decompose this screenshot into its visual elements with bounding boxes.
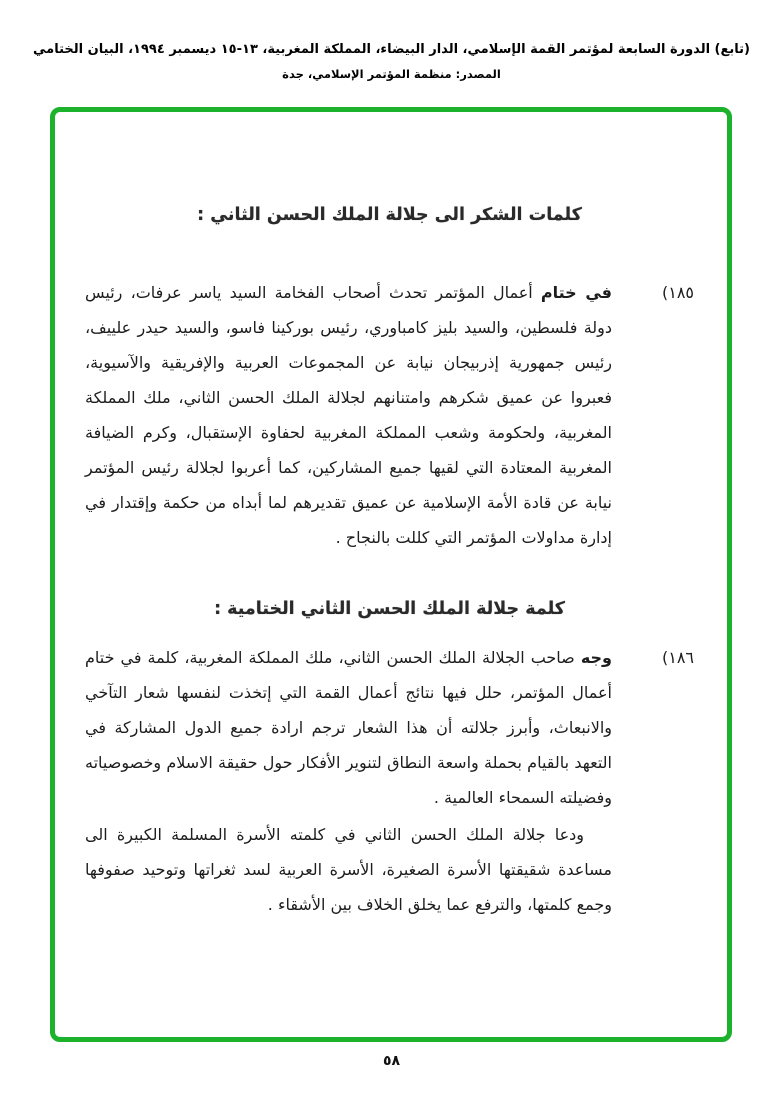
page-header xyxy=(0,40,783,82)
paragraph-185 xyxy=(85,275,700,555)
paragraph-186-continuation: ودعا جلالة الملك الحسن الثاني في كلمته الأسرة المسلمة الكبيرة الى مساعدة شقيقتها الأسرة الصغيرة، الأسرة العربية لسد ثغراتها وتوحيد صفوفها وجمع كلمتها، والترفع عما يخلق الخلاف بين الأشقاء . xyxy=(85,825,612,914)
paragraph-185-text: أعمال المؤتمر تحدث أصحاب الفخامة السيد ياسر عرفات، رئيس دولة فلسطين، والسيد بليز كامباوري، رئيس بوركينا فاسو، والسيد حيدر علييف، رئيس جمهورية إذربيجان نيابة عن المجموعات العربية والإفريقية والآسيوية، فعبروا عن عميق شكرهم وامتنانهم لجلالة الملك الحسن الثاني، ملك المملكة المغربية، ولحكومة وشعب المملكة المغربية لحفاوة الإستقبال، وكرم الضيافة المغربية المعتادة التي لقيها جميع المشاركين، كما أعربوا لجلالة رئيس المؤتمر نيابة عن قادة الأمة الإسلامية عن عميق تقديرهم لما أبداه من حكمة وإقتدار في إدارة مداولات المؤتمر التي كللت بالنجاح . xyxy=(85,283,612,547)
header-source: المصدر: منظمة المؤتمر الإسلامي، جدة xyxy=(282,67,501,81)
paragraph-186-number: ١٨٦) xyxy=(661,648,694,667)
section-title-closing-speech: كلمة جلالة الملك الحسن الثاني الختامية : xyxy=(214,599,565,619)
paragraph-186-text: صاحب الجلالة الملك الحسن الثاني، ملك المملكة المغربية، كلمة في ختام أعمال المؤتمر، حلل فيها نتائج أعمال القمة التي إتخذت لنفسها شعار التآخي والانبعاث، وأبرز جلالته أن هذا الشعار ترجم ارادة جميع الدول المشاركة في التعهد بالقيام بحملة واسعة النطاق لتنوير الأفكار حول حقيقة الاسلام وخصوصياته وفضيلته السمحاء العالمية . xyxy=(85,648,612,807)
page-number: ٥٨ xyxy=(382,1053,401,1069)
section-title-thanks: كلمات الشكر الى جلالة الملك الحسن الثاني : xyxy=(197,205,582,225)
scanned-document-content xyxy=(55,112,727,1037)
green-border-frame xyxy=(50,107,732,1042)
paragraph-186-lead: وجه xyxy=(580,648,612,667)
header-title: (تابع) الدورة السابعة لمؤتمر القمة الإسلامي، الدار البيضاء، المملكة المغربية، ١٣-١٥ ديسمبر ١٩٩٤، البيان الختامي xyxy=(33,42,750,57)
paragraph-186 xyxy=(85,640,700,815)
paragraph-185-lead: في ختام xyxy=(540,283,612,302)
paragraph-185-number: ١٨٥) xyxy=(661,283,694,302)
